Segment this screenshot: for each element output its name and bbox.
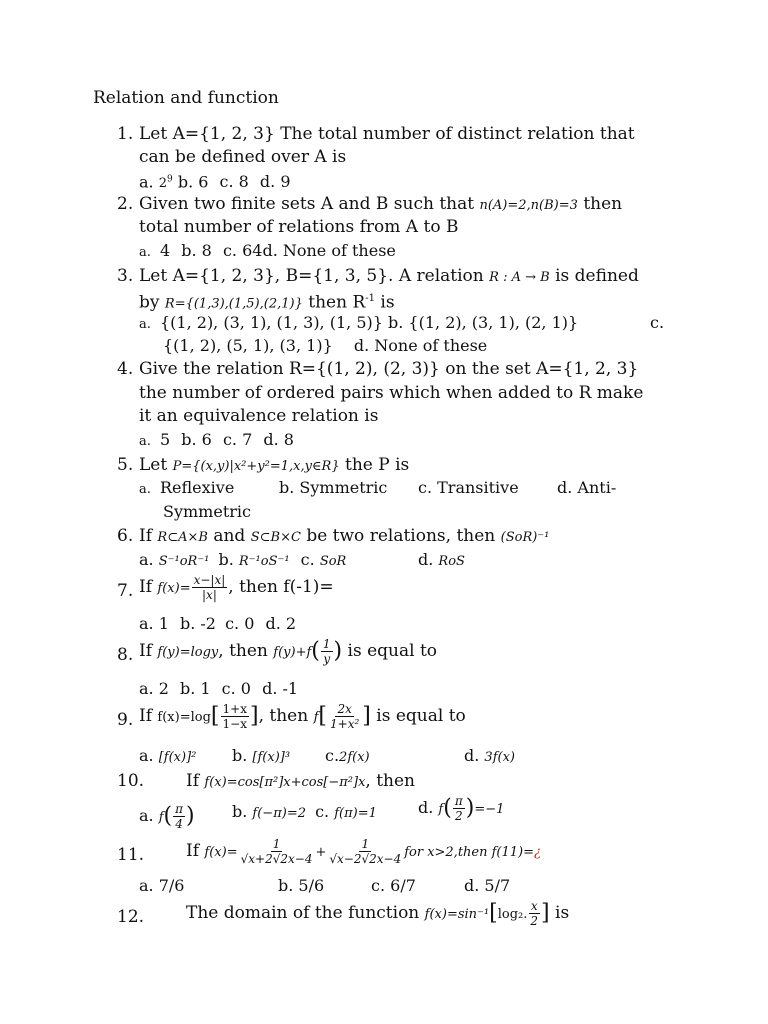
option-a: a. 2	[139, 679, 169, 698]
question-5-options: a. Reflexive b. Symmetric c. Transitive d. Anti-	[139, 478, 617, 497]
fraction: $\frac{1+x}{1-x}$	[222, 702, 247, 731]
option-b: b. 6	[177, 172, 209, 192]
question-number: 4.	[117, 359, 134, 379]
question-number: 1.	[117, 124, 134, 144]
question-8: 8. If f(y)=logy, then f(y)+f( $\frac{1}{y}$ ) is equal to	[117, 637, 438, 666]
question-text: is	[555, 903, 570, 923]
question-text: then	[583, 194, 623, 214]
question-text-continued: by R={(1,3),(1,5),(2,1)} then $R^{-1}$ is	[139, 292, 395, 313]
question-text: If	[139, 577, 153, 597]
option-a-value: $2^9$	[158, 175, 173, 192]
option-a: a.	[139, 172, 154, 192]
question-7: 7. If f(x)= $\frac{x-|x|}{|x|}$ , then f(-1)=	[117, 573, 334, 602]
option-b: b.	[232, 802, 248, 821]
fraction: $\frac{x}{2}$	[530, 899, 539, 928]
option-a: a.	[139, 245, 151, 260]
option-a: a. 1	[139, 614, 169, 633]
option-d: d. 5/7	[464, 876, 511, 895]
question-3	[117, 266, 639, 286]
question-3-options: a. {(1, 2), (3, 1), (1, 3), (1, 5)} b. {(1, 2), (3, 1), (2, 1)} c.	[139, 313, 665, 332]
fraction: $\frac{\pi}{2}$	[454, 794, 463, 823]
fraction: $\frac{\pi}{4}$	[175, 802, 184, 831]
question-text: If	[186, 771, 200, 791]
page-title: Relation and function	[93, 88, 279, 108]
math-expression: R⊂A×B	[157, 530, 208, 545]
question-10	[117, 771, 416, 791]
question-2	[117, 194, 623, 214]
question-number: 10.	[117, 771, 145, 791]
option-b: b. {(1, 2), (3, 1), (2, 1)}	[388, 313, 579, 332]
math-expression: n(A)=2,n(B)=3	[479, 198, 578, 213]
question-text: the P is	[345, 455, 410, 475]
option-c: c.	[650, 313, 665, 332]
question-5	[117, 455, 410, 475]
option-c: c.	[300, 550, 315, 569]
question-9-options: a. [f(x)]² b. [f(x)]³ c.2f(x) d. 3f(x)	[139, 746, 515, 765]
fraction: $\frac{1}{√x-2√2x-4}$	[329, 837, 402, 866]
question-number: 11.	[117, 845, 145, 865]
question-text: is defined	[555, 266, 639, 286]
question-number: 2.	[117, 194, 134, 214]
question-10-options: a. f( $\frac{\pi}{4}$ ) b. f(−π)=2 c. f(π)=1 d. f( $\frac{\pi}{2}$ )=−1	[139, 794, 505, 831]
option-d: d. -1	[262, 679, 299, 698]
option-d: d. None of these	[262, 241, 396, 260]
question-7-options	[139, 614, 296, 634]
question-text: If	[139, 641, 153, 661]
option-d: d. 2	[265, 614, 297, 633]
question-text: is equal to	[376, 706, 466, 726]
question-text-continued: it an equivalence relation is	[139, 406, 379, 426]
option-a: a. 7/6	[139, 876, 185, 895]
question-9: 9. If f(x)=log[ $\frac{1+x}{1-x}$ ], then f[ $\frac{2x}{\text{1+x²}}$ ] is equal to	[117, 702, 466, 731]
question-text: The domain of the function	[186, 903, 420, 923]
option-a: a.	[139, 550, 154, 569]
option-b: b.	[218, 550, 234, 569]
option-d: d. 9	[259, 172, 291, 192]
option-c: c. 64	[222, 241, 263, 260]
math-expression: R : A → B	[489, 270, 550, 285]
option-c: c.	[315, 802, 330, 821]
question-text: and	[213, 526, 246, 546]
question-text: , then	[365, 771, 416, 791]
option-b: b.	[232, 746, 248, 765]
question-text-continued: can be defined over A is	[139, 147, 347, 167]
question-8-options	[139, 679, 298, 699]
question-number: 5.	[117, 455, 134, 475]
option-d: d. 8	[263, 430, 294, 449]
question-text: , then f(-1)=	[228, 577, 334, 597]
math-expression: f(y)=logy	[157, 645, 219, 660]
option-c: c. Transitive	[418, 478, 519, 497]
option-a: a.	[139, 806, 154, 825]
question-text-continued: total number of relations from A to B	[139, 217, 459, 237]
question-text: If	[186, 841, 200, 861]
option-d: d.	[418, 798, 434, 817]
question-text: , then	[218, 641, 268, 661]
question-text: Let A={1, 2, 3}, B={1, 3, 5}. A relation	[139, 266, 484, 286]
question-text: If	[139, 526, 153, 546]
option-a: a.	[139, 434, 151, 449]
question-4	[117, 359, 639, 379]
option-c: c. 8	[219, 172, 249, 192]
option-c: c. 0	[225, 614, 255, 633]
question-4-options: a. 5 b. 6 c. 7 d. 8	[139, 430, 294, 449]
question-5-options-continued: Symmetric	[163, 502, 251, 521]
option-b: b. 8	[181, 241, 212, 260]
math-expression: P={(x,y)|x²+y²=1,x,y∈R}	[172, 459, 340, 474]
option-b: b. 1	[179, 679, 211, 698]
question-text: Let	[139, 455, 168, 475]
question-text: is equal to	[347, 641, 438, 661]
option-d: d. Anti-	[557, 478, 617, 497]
fraction: $\frac{1}{y}$	[322, 637, 331, 666]
question-1-options	[139, 170, 291, 194]
question-number: 3.	[117, 266, 134, 286]
question-number: 12.	[117, 907, 145, 927]
fraction: $\frac{2x}{\text{1+x²}}$	[330, 702, 360, 731]
question-11: 11. If f(x)= $\frac{1}{√x+2√2x-4}$ + $\frac{1}{√x-2√2x-4}$ for x>2,then f(11)=¿	[117, 837, 541, 866]
question-1	[117, 124, 635, 144]
question-number: 7.	[117, 581, 134, 601]
question-text: , then	[258, 706, 309, 726]
math-expression: (SoR)⁻¹	[500, 530, 550, 545]
option-a: a.	[139, 317, 151, 332]
option-d: d.	[464, 746, 480, 765]
math-expression: R={(1,3),(1,5),(2,1)}	[164, 296, 303, 312]
math-expression: S⊂B×C	[250, 530, 301, 545]
question-text-continued: the number of ordered pairs which when added to R make	[139, 383, 644, 403]
option-a: a.	[139, 482, 151, 497]
question-3-options-continued: {(1, 2), (5, 1), (3, 1)} d. None of these	[163, 336, 488, 355]
question-number: 8.	[117, 645, 134, 665]
option-c: c. 7	[222, 430, 253, 449]
option-b: b. Symmetric	[279, 478, 388, 497]
option-a: a.	[139, 746, 154, 765]
option-c: c.	[325, 746, 340, 765]
option-d: d. None of these	[353, 336, 488, 355]
math-expression: f(x)=cos[π²]x+cos[−π²]x	[204, 775, 366, 790]
question-2-options: a. 4 b. 8 c. 64d. None of these	[139, 241, 396, 260]
question-11-options	[139, 876, 511, 896]
fraction: $\frac{1}{√x+2√2x-4}$	[240, 837, 313, 866]
question-text: Given two finite sets A and B such that	[139, 194, 475, 214]
option-b: b. 6	[181, 430, 212, 449]
question-number: 6.	[117, 526, 134, 546]
question-text: If	[139, 706, 153, 726]
option-b: b. -2	[179, 614, 216, 633]
question-text: Give the relation R={(1, 2), (2, 3)} on the set A={1, 2, 3}	[139, 359, 639, 379]
question-12: 12. The domain of the function f(x)=sin⁻¹[log₂. $\frac{x}{2}$ ] is	[117, 899, 570, 928]
option-b: b. 5/6	[278, 876, 325, 895]
question-6	[117, 526, 550, 546]
fraction: $\frac{x-|x|}{|x|}$	[193, 573, 226, 602]
option-d: d.	[418, 550, 434, 569]
question-6-options: a. S⁻¹oR⁻¹ b. R⁻¹oS⁻¹ c. SoR d. RoS	[139, 550, 465, 569]
question-number: 9.	[117, 710, 134, 730]
question-text: Let A={1, 2, 3} The total number of distinct relation that	[139, 124, 635, 144]
option-c: c. 6/7	[371, 876, 416, 895]
option-c: c. 0	[221, 679, 251, 698]
question-text: be two relations, then	[306, 526, 496, 546]
